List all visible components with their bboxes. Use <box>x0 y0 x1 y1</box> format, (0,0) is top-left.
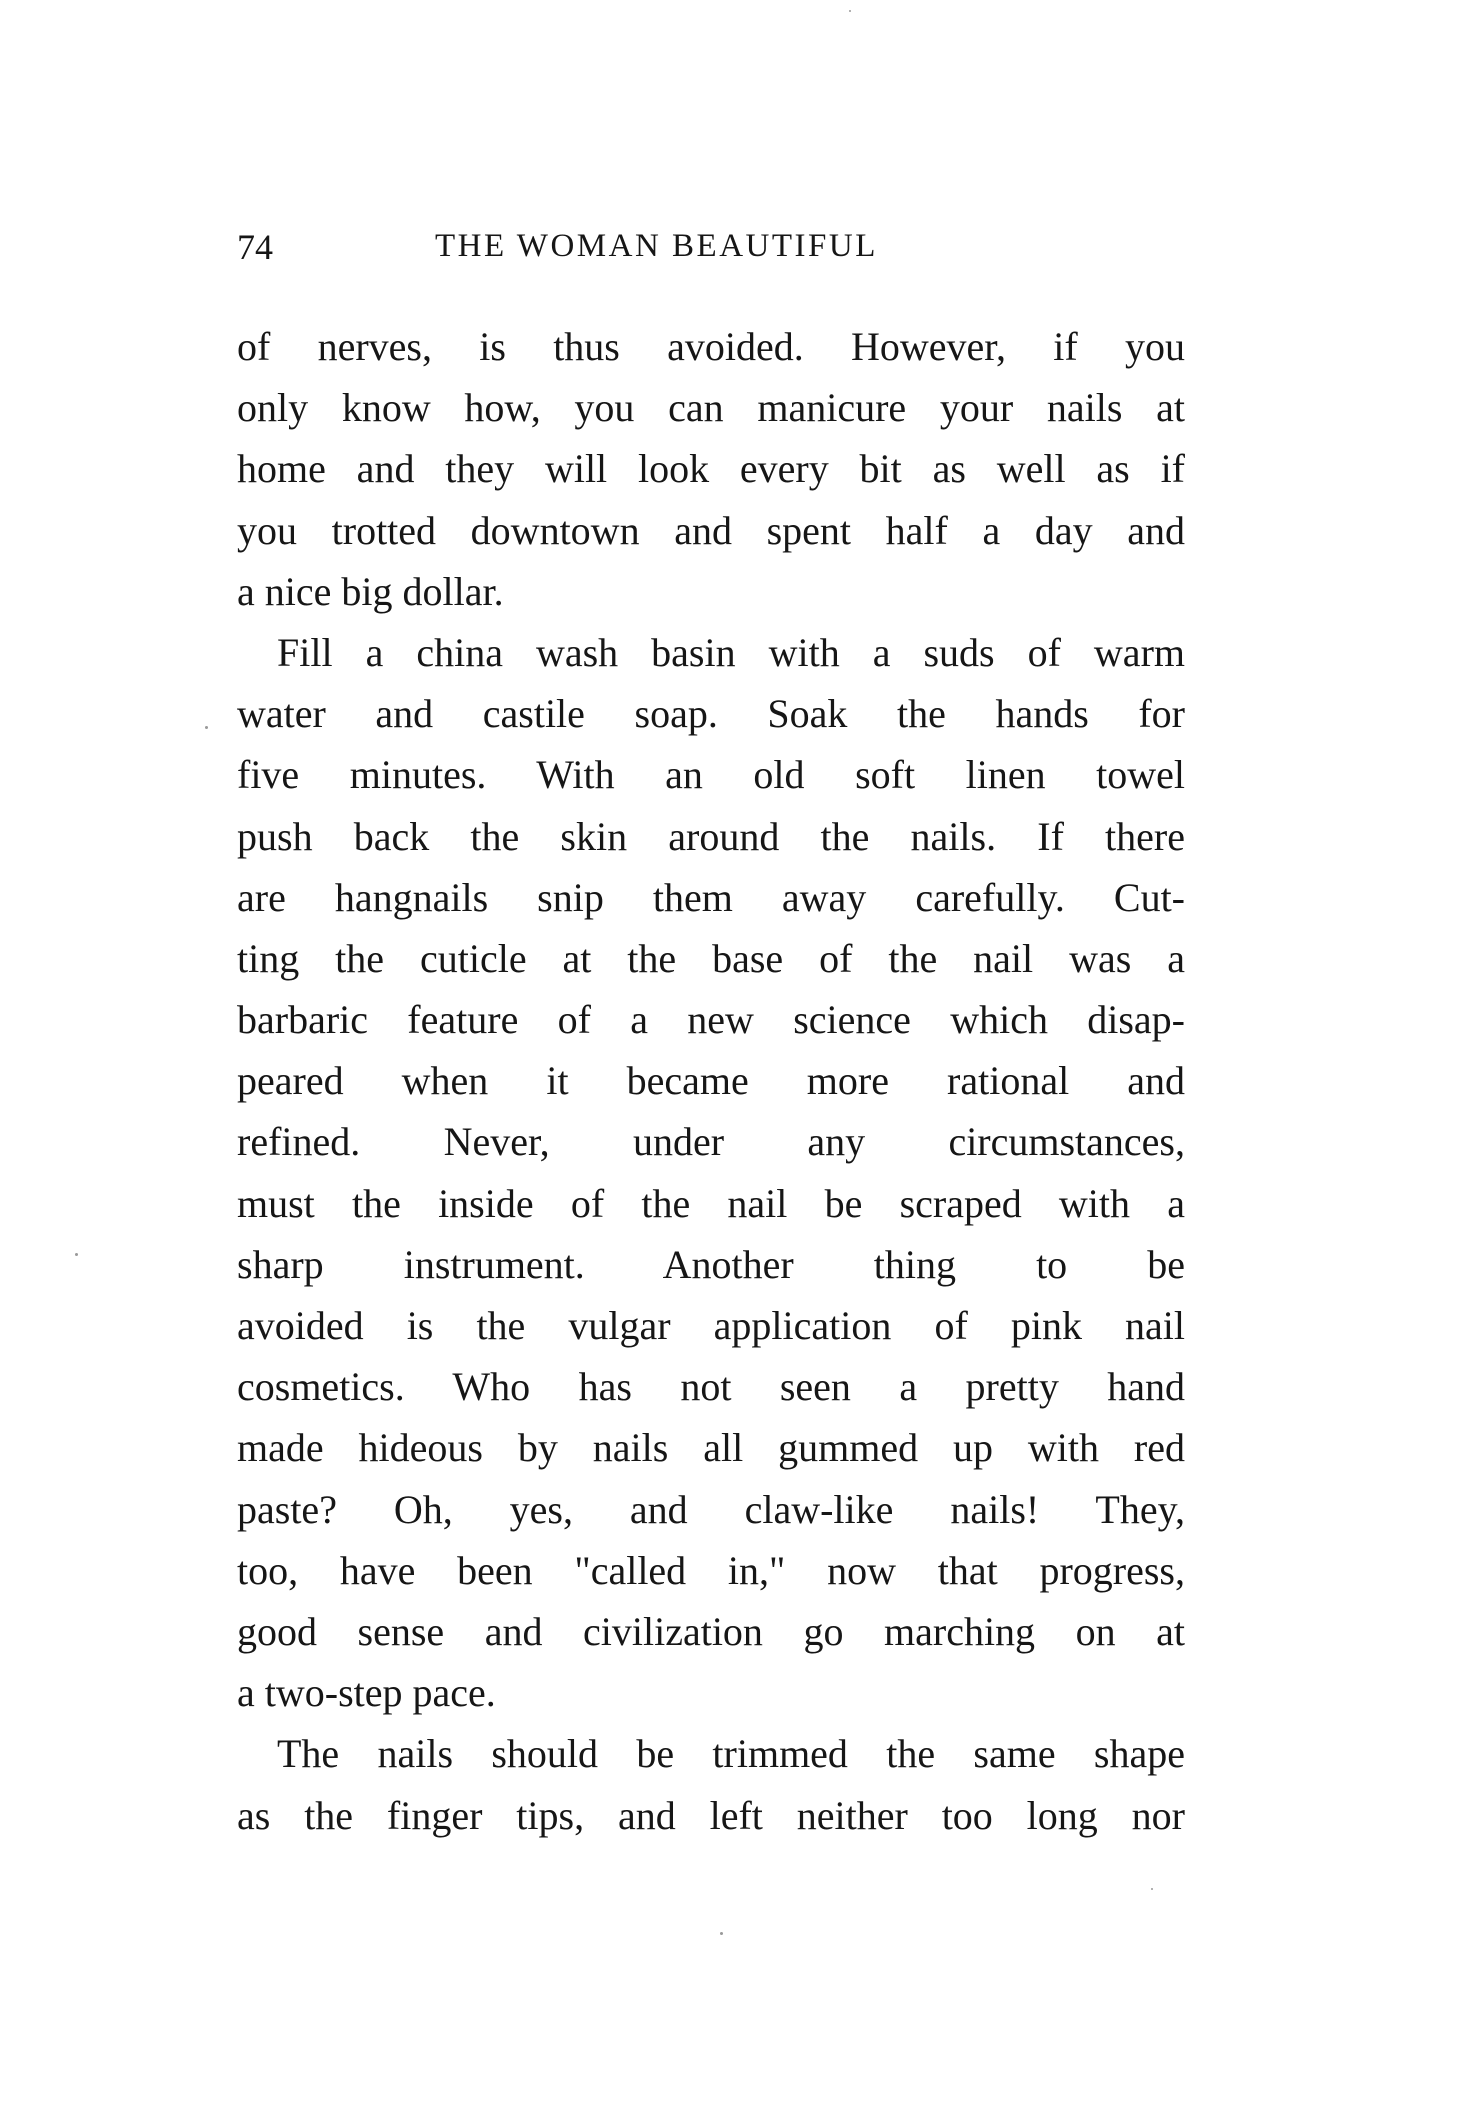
text-line: of nerves, is thus avoided. However, if you <box>237 324 1185 369</box>
body-text <box>237 316 1185 1846</box>
scan-speck <box>205 726 208 729</box>
text-line: sharp instrument. Another thing to be <box>237 1241 1185 1287</box>
text-line: as the finger tips, and left neither too long nor <box>237 1792 1185 1838</box>
paragraph <box>237 316 1185 622</box>
scan-speck <box>720 1932 723 1935</box>
text-line: paste? Oh, yes, and claw-like nails! They, <box>237 1486 1185 1532</box>
text-line: only know how, you can manicure your nails at <box>237 385 1185 431</box>
text-line: peared when it became more rational and <box>237 1058 1185 1104</box>
text-line: a nice big dollar. <box>237 568 504 614</box>
text-line: push back the skin around the nails. If there <box>237 813 1185 859</box>
text-line: barbaric feature of a new science which disap- <box>237 997 1185 1043</box>
page-number: 74 <box>237 227 273 267</box>
text-line: you trotted downtown and spent half a day and <box>237 507 1185 553</box>
text-line: water and castile soap. Soak the hands for <box>237 691 1185 737</box>
scan-speck <box>849 10 851 12</box>
text-line: avoided is the vulgar application of pink nail <box>237 1303 1185 1348</box>
text-line: ting the cuticle at the base of the nail was a <box>237 935 1185 981</box>
text-line: must the inside of the nail be scraped with a <box>237 1180 1185 1226</box>
paragraph <box>237 622 1185 1723</box>
text-line: Fill a china wash basin with a suds of warm <box>277 629 1185 675</box>
running-title: THE WOMAN BEAUTIFUL <box>435 228 878 264</box>
text-line: refined. Never, under any circumstances, <box>237 1119 1185 1165</box>
text-line: cosmetics. Who has not seen a pretty hand <box>237 1364 1185 1410</box>
scan-speck <box>1151 1888 1153 1890</box>
text-line: five minutes. With an old soft linen towel <box>237 752 1185 798</box>
text-line: good sense and civilization go marching on at <box>237 1608 1185 1654</box>
text-line: are hangnails snip them away carefully. Cut- <box>237 874 1185 920</box>
text-line: The nails should be trimmed the same shape <box>277 1731 1185 1777</box>
text-line: made hideous by nails all gummed up with red <box>237 1425 1185 1471</box>
text-line: too, have been "called in," now that progress, <box>237 1547 1185 1593</box>
text-line: a two-step pace. <box>237 1670 496 1716</box>
text-line: home and they will look every bit as well as if <box>237 446 1185 492</box>
paragraph <box>237 1723 1185 1845</box>
page-header <box>237 226 1187 276</box>
scan-speck <box>75 1253 78 1256</box>
